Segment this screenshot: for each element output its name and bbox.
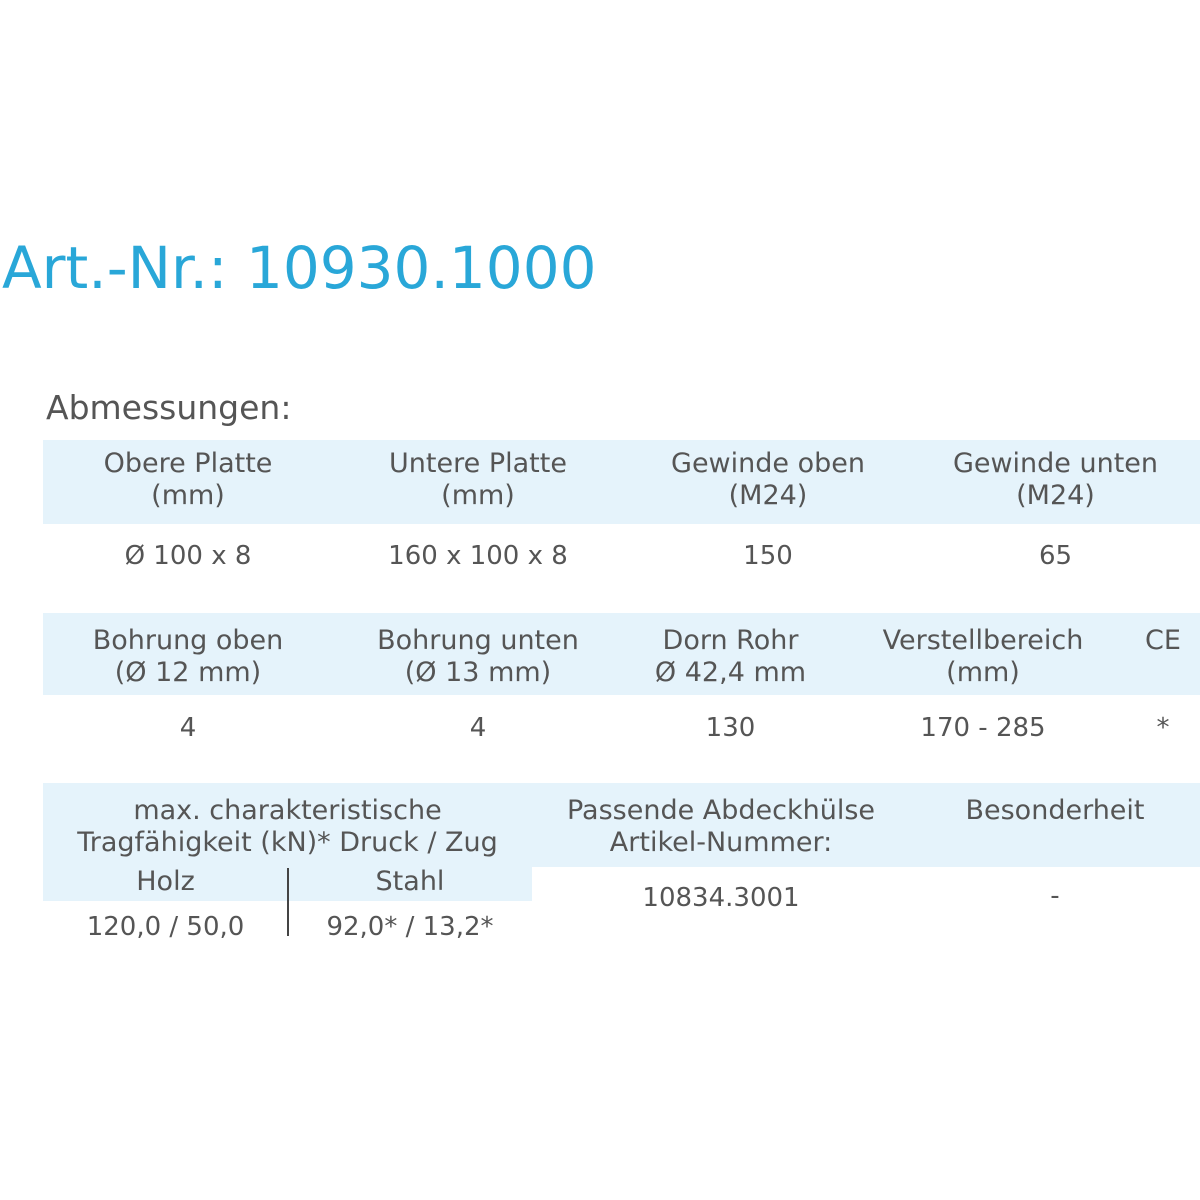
table3-header-load-capacity xyxy=(43,795,532,859)
table3-value-cover-sleeve: 10834.3001 xyxy=(642,883,800,913)
table3-value-wood: 120,0 / 50,0 xyxy=(86,912,245,942)
table1-header-upper-plate xyxy=(43,448,333,512)
table1-header-upper-plate-line1: Obere Platte xyxy=(103,448,273,479)
table1-value-thread-top: 150 xyxy=(743,541,793,571)
table2-header-mandrel-tube xyxy=(623,625,838,689)
table1-header-thread-bottom-line1: Gewinde unten xyxy=(952,448,1159,479)
table2-header-bore-bottom-line1: Bohrung unten xyxy=(377,625,579,656)
table3-header-load-capacity-line2: Tragfähigkeit (kN)* Druck / Zug xyxy=(77,827,498,858)
table1-header-thread-bottom-line2: (M24) xyxy=(1016,480,1095,511)
table3-header-cover-sleeve xyxy=(532,795,910,859)
table2-value-ce: * xyxy=(1156,713,1170,743)
table3-header-load-capacity-line1: max. charakteristische xyxy=(133,795,442,826)
table1-header-lower-plate-line2: (mm) xyxy=(441,480,515,511)
table2-value-bore-bottom: 4 xyxy=(469,713,487,743)
table2-header-bore-top xyxy=(43,625,333,689)
table2-header-adjustment-range-line1: Verstellbereich xyxy=(882,625,1084,656)
table3-value-steel: 92,0* / 13,2* xyxy=(326,912,494,942)
table1-header-thread-top xyxy=(623,448,913,512)
table2-header-bore-bottom-line2: (Ø 13 mm) xyxy=(404,657,552,688)
table3-header-cover-sleeve-line2: Artikel-Nummer: xyxy=(609,827,833,858)
table1-header-thread-bottom xyxy=(913,448,1198,512)
table2-header-ce-line1: CE xyxy=(1145,625,1181,656)
table3-subheader-wood: Holz xyxy=(136,866,195,897)
table3-header-special-feature xyxy=(910,795,1200,827)
table3-subheader-steel: Stahl xyxy=(375,866,445,897)
table3-header-special-feature-line1: Besonderheit xyxy=(965,795,1145,826)
table2-header-ce xyxy=(1130,625,1196,657)
table1-header-thread-top-line2: (M24) xyxy=(728,480,808,511)
table1-value-lower-plate: 160 x 100 x 8 xyxy=(388,541,568,571)
table2-header-bore-top-line2: (Ø 12 mm) xyxy=(114,657,262,688)
table3-value-special-feature: - xyxy=(1050,881,1060,911)
article-number-title: Art.-Nr.: 10930.1000 xyxy=(2,234,597,302)
table1-header-lower-plate xyxy=(333,448,623,512)
table2-header-adjustment-range-line2: (mm) xyxy=(946,657,1020,688)
table2-value-adjustment-range: 170 - 285 xyxy=(920,713,1046,743)
table2-header-mandrel-tube-line2: Ø 42,4 mm xyxy=(654,657,807,688)
table1-header-thread-top-line1: Gewinde oben xyxy=(671,448,865,479)
table3-header-cover-sleeve-line1: Passende Abdeckhülse xyxy=(566,795,876,826)
table1-header-lower-plate-line1: Untere Platte xyxy=(389,448,567,479)
table2-header-mandrel-tube-line1: Dorn Rohr xyxy=(662,625,799,656)
table2-header-bore-bottom xyxy=(333,625,623,689)
table1-value-thread-bottom: 65 xyxy=(1038,541,1073,571)
table2-header-bore-top-line1: Bohrung oben xyxy=(92,625,284,656)
table2-value-mandrel-tube: 130 xyxy=(705,713,756,743)
dimensions-label: Abmessungen: xyxy=(46,388,292,427)
table2-value-bore-top: 4 xyxy=(179,713,197,743)
table1-header-upper-plate-line2: (mm) xyxy=(151,480,225,511)
table2-header-adjustment-range xyxy=(858,625,1108,689)
table1-value-upper-plate: Ø 100 x 8 xyxy=(124,541,252,571)
